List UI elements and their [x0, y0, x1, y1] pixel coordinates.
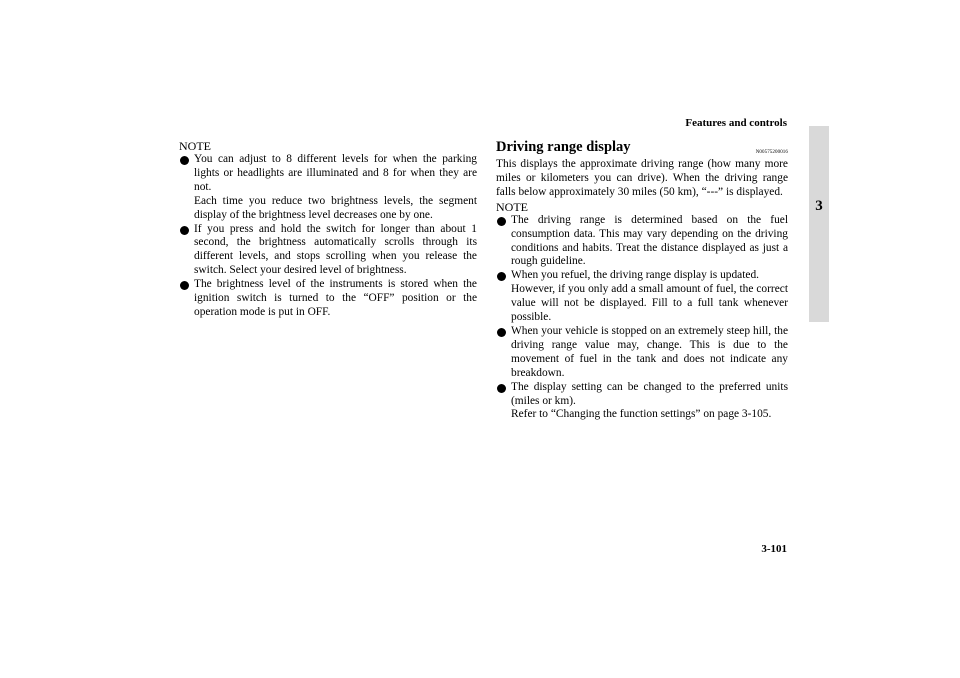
list-item: [496, 325, 788, 381]
list-item: [179, 153, 477, 223]
paragraph: When your vehicle is stopped on an extremely steep hill, the driving range value may, change. This is due to the movement of fuel in the tank and does not indicate any breakdown.: [511, 324, 788, 379]
paragraph: The brightness level of the instruments is stored when the ignition switch is turned to the “OFF” position or the operation mode is put in OFF.: [194, 278, 477, 318]
bullet-icon: [497, 384, 506, 393]
paragraph: Refer to “Changing the function settings” on page 3-105.: [511, 408, 772, 421]
list-item: [496, 381, 788, 423]
chapter-number: 3: [815, 198, 823, 214]
paragraph: If you press and hold the switch for longer than about 1 second, the brightness automatically scrolls through its different levels, and stops scrolling when you release the switch. Select your desired level of brightness.: [194, 222, 477, 277]
paragraph: The driving range is determined based on the fuel consumption data. This may vary depending on the driving conditions and habits. Treat the distance displayed as just a rough guideline.: [511, 213, 788, 268]
list-item: [179, 223, 477, 279]
paragraph: Each time you reduce two brightness levels, the segment display of the brightness level decreases one by one.: [194, 194, 477, 221]
paragraph: The display setting can be changed to the preferred units (miles or km).: [511, 380, 788, 407]
bullet-icon: [180, 156, 189, 165]
bullet-icon: [180, 281, 189, 290]
page-header-title: Features and controls: [685, 117, 787, 129]
paragraph: You can adjust to 8 different levels for when the parking lights or headlights are illuminated and 8 for when they are not.: [194, 153, 477, 193]
intro-paragraph: This displays the approximate driving range (how many more miles or kilometers you can drive). When the driving range falls below approximately 30 miles (50 km), “---” is displayed.: [496, 158, 788, 198]
note-list: [179, 153, 477, 320]
note-label: NOTE: [496, 199, 528, 214]
note-list: [496, 214, 788, 423]
list-item: [179, 278, 477, 320]
note-label: NOTE: [179, 139, 211, 153]
bullet-icon: [497, 217, 506, 226]
section-title: Driving range display: [496, 139, 631, 155]
bullet-icon: [180, 226, 189, 235]
paragraph: When you refuel, the driving range display is updated.: [511, 269, 759, 282]
paragraph: However, if you only add a small amount of fuel, the correct value will not be displayed. Fill to a full tank whenever possible.: [511, 283, 788, 324]
chapter-tab: [809, 126, 829, 322]
left-column: [179, 140, 477, 320]
list-item: [496, 214, 788, 270]
bullet-icon: [497, 328, 506, 337]
bullet-icon: [497, 272, 506, 281]
section-heading-row: [496, 138, 788, 158]
right-column: [496, 138, 788, 422]
page-number: 3-101: [761, 543, 787, 555]
list-item: [496, 269, 788, 325]
section-code: N00575200016: [755, 150, 788, 155]
